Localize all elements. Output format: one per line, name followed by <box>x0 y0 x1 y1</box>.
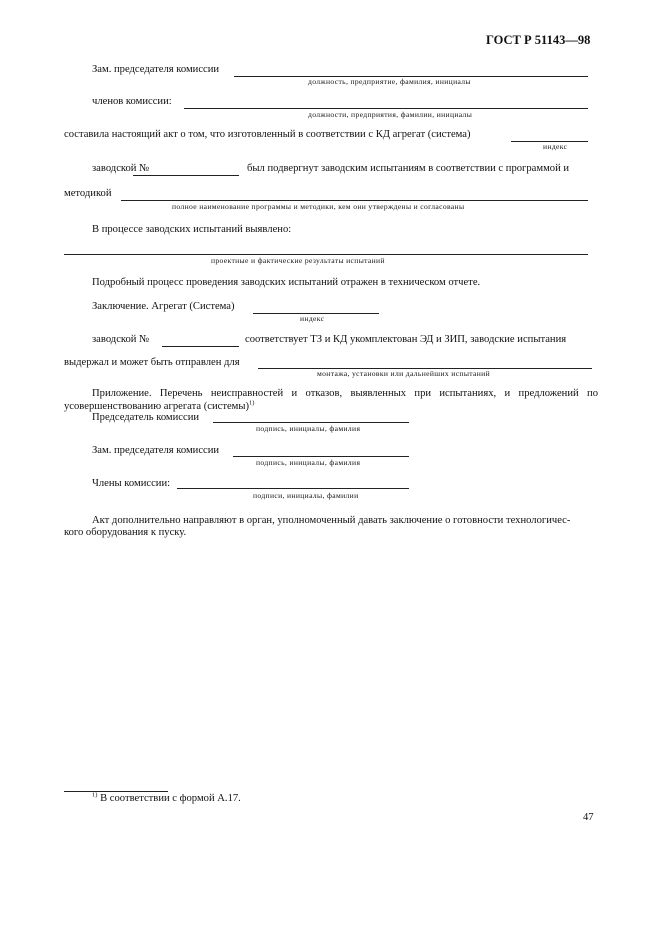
page-number: 47 <box>583 812 594 823</box>
members-signature-label: Члены комиссии: <box>92 478 171 489</box>
appendix-paragraph <box>64 388 598 413</box>
vice-chair-signature-label: Зам. председателя комиссии <box>92 445 220 456</box>
serial-number-field[interactable] <box>133 175 239 176</box>
members-caption: должности, предприятия, фамилии, инициалы <box>308 110 473 119</box>
conclusion-index-caption: индекс <box>300 314 325 323</box>
unit-index-caption: индекс <box>543 142 568 151</box>
vice-chair-label: Зам. председателя комиссии <box>92 64 220 75</box>
members-signature-field[interactable] <box>177 488 409 489</box>
shipping-caption: монтажа, установки или дальнейших испытаний <box>317 369 491 378</box>
footnote-text: В соответствии с формой А.17. <box>100 793 241 804</box>
program-caption: полное наименование программы и методики, кем они утверждены и согласованы <box>172 202 465 211</box>
findings-caption: проектные и фактические результаты испытаний <box>211 256 385 265</box>
report-note: Подробный процесс проведения заводских испытаний отражен в техническом отчете. <box>92 277 481 288</box>
conclusion-label: Заключение. Агрегат (Система) <box>92 301 235 312</box>
vice-chair-signature-caption: подпись, инициалы, фамилия <box>256 458 361 467</box>
appendix-footnote-mark: 1) <box>249 398 255 406</box>
methodology-label: методикой <box>64 188 112 199</box>
members-field[interactable] <box>184 108 588 109</box>
vice-chair-caption: должность, предприятие, фамилия, инициалы <box>308 77 471 86</box>
conclusion-serial-field[interactable] <box>162 346 239 347</box>
act-text-line2: был подвергнут заводским испытаниям в соответствии с программой и <box>247 163 570 174</box>
chair-label: Председатель комиссии <box>92 412 200 423</box>
chair-caption: подпись, инициалы, фамилия <box>256 424 361 433</box>
conclusion-serial-label: заводской № <box>92 334 150 345</box>
closing-line2: кого оборудования к пуску. <box>64 527 187 538</box>
findings-label: В процессе заводских испытаний выявлено: <box>92 224 292 235</box>
act-text-line1: составила настоящий акт о том, что изготовленный в соответствии с КД агрегат (система) <box>64 129 471 140</box>
vice-chair-signature-field[interactable] <box>233 456 409 457</box>
footnote <box>92 793 241 804</box>
footnote-mark: 1) <box>92 791 98 799</box>
members-label: членов комиссии: <box>92 96 172 107</box>
appendix-line2: усовершенствованию агрегата (системы) <box>64 400 249 412</box>
program-field[interactable] <box>121 200 588 201</box>
members-signature-caption: подписи, инициалы, фамилии <box>253 491 359 500</box>
shipping-label: выдержал и может быть отправлен для <box>64 357 240 368</box>
standard-header: ГОСТ Р 51143—98 <box>486 33 591 47</box>
footnote-separator <box>64 791 168 792</box>
serial-number-label: заводской № <box>92 163 150 174</box>
closing-line1: Акт дополнительно направляют в орган, уполномоченный давать заключение о готовности технологичес- <box>92 515 571 526</box>
conclusion-serial-text: соответствует ТЗ и КД укомплектован ЭД и ЗИП, заводские испытания <box>245 334 567 345</box>
findings-field[interactable] <box>64 254 588 255</box>
appendix-line1: Приложение. Перечень неисправностей и отказов, выявленных при испытаниях, и предложений по <box>92 388 598 399</box>
chair-signature-field[interactable] <box>213 422 409 423</box>
